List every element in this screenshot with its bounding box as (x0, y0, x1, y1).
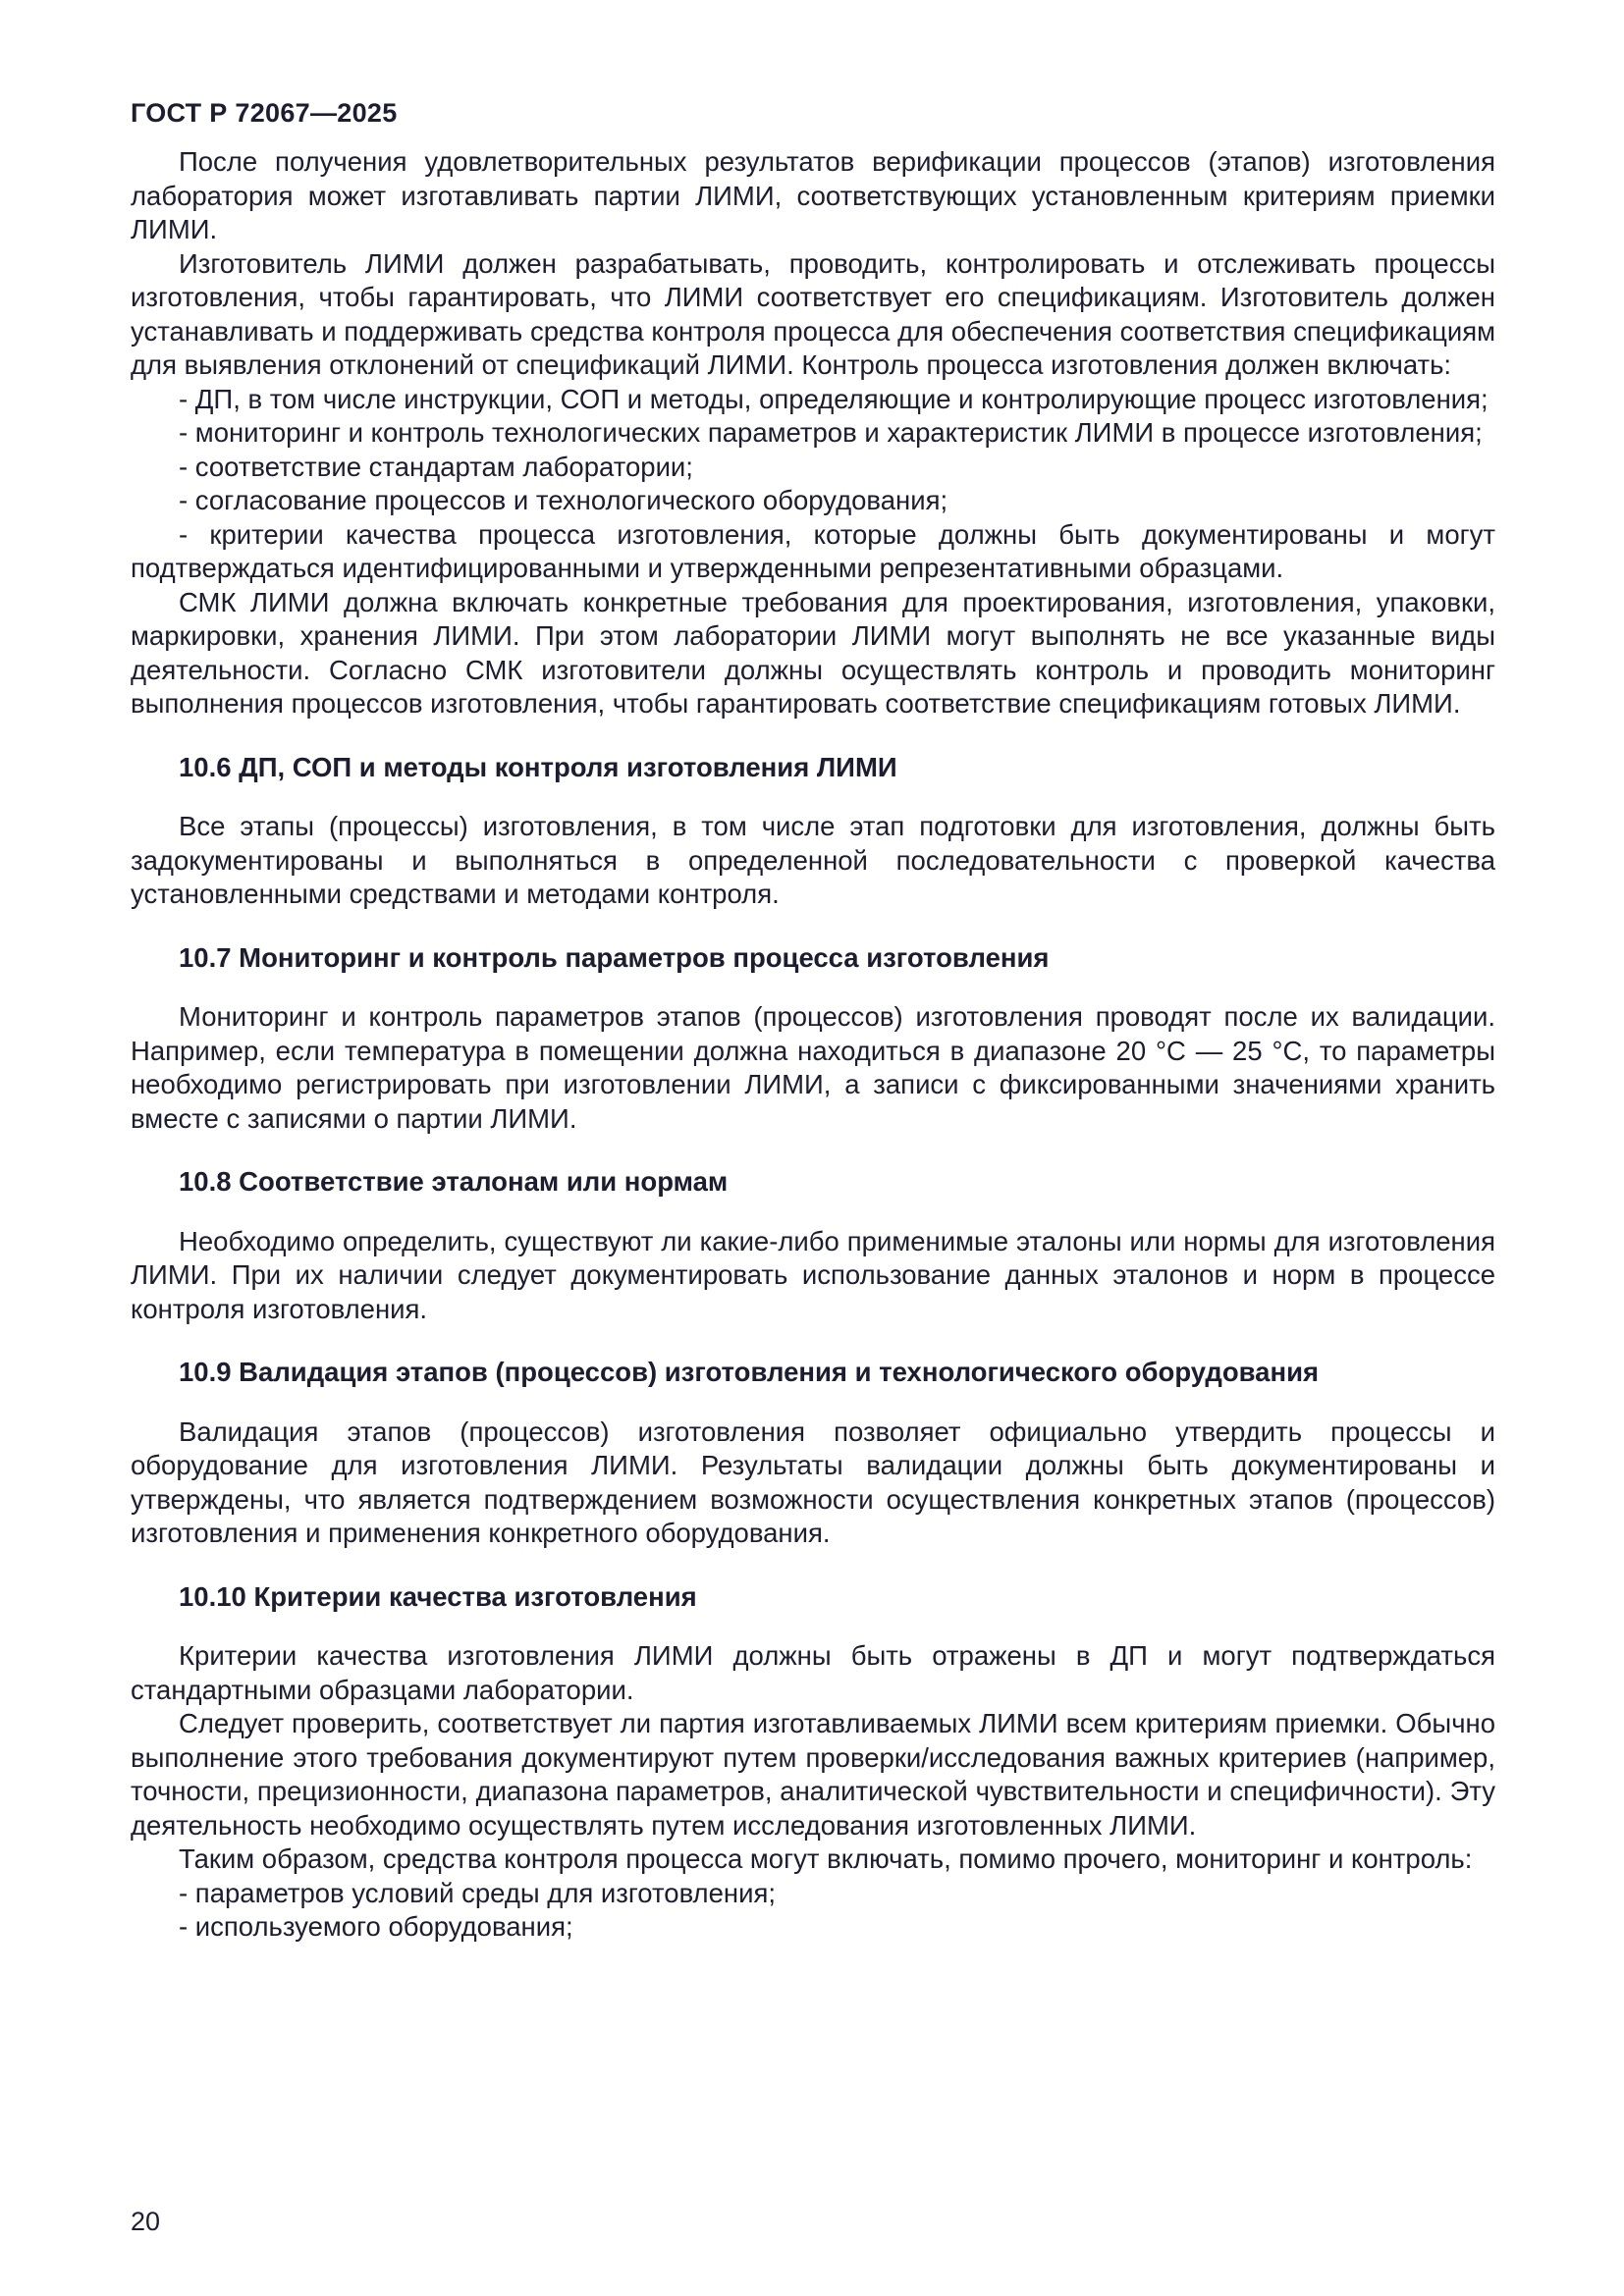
paragraph: Валидация этапов (процессов) изготовления позволяет официально утвердить процессы и оборудование для изготовления ЛИМИ. Результаты валидации должны быть документированы и утверждены, что является подтверждением возможности осуществления конкретных этапов (процессов) изготовления и применения конкретного оборудования. (131, 1415, 1495, 1548)
list-item: - критерии качества процесса изготовления, которые должны быть документированы и могут подтверждаться идентифицированными и утвержденными репрезентативными образцами. (131, 518, 1495, 583)
document-code-header: ГОСТ Р 72067—2025 (131, 98, 398, 128)
document-body (131, 145, 1495, 1945)
list-item: - согласование процессов и технологического оборудования; (179, 485, 948, 515)
paragraph: Таким образом, средства контроля процесса могут включать, помимо прочего, мониторинг и контроль: (179, 1843, 1473, 1874)
page-number: 20 (131, 2207, 161, 2236)
section-heading-10-8: 10.8 Соответствие эталонам или нормам (179, 1166, 729, 1197)
list-item: - ДП, в том числе инструкции, СОП и методы, определяющие и контролирующие процесс изготовления; (179, 383, 1489, 414)
list-item: - соответствие стандартам лаборатории; (179, 451, 693, 482)
paragraph: Мониторинг и контроль параметров этапов (процессов) изготовления проводят после их валидации. Например, если температура в помещении должна находиться в диапазоне 20 °C — 25 °C, то параметры необходимо регистрировать при изготовлении ЛИМИ, а записи с фиксированными значениями хранить вместе с записями о партии ЛИМИ. (131, 1001, 1495, 1134)
paragraph: Необходимо определить, существуют ли какие-либо применимые эталоны или нормы для изготовления ЛИМИ. При их наличии следует документировать использование данных эталонов и норм в процессе контроля изготовления. (131, 1225, 1495, 1324)
paragraph: СМК ЛИМИ должна включать конкретные требования для проектирования, изготовления, упаковки, маркировки, хранения ЛИМИ. При этом лаборатории ЛИМИ могут выполнять не все указанные виды деятельности. Согласно СМК изготовители должны осуществлять контроль и проводить мониторинг выполнения процессов изготовления, чтобы гарантировать соответствие спецификациям готовых ЛИМИ. (131, 586, 1495, 719)
paragraph: Следует проверить, соответствует ли партия изготавливаемых ЛИМИ всем критериям приемки. Обычно выполнение этого требования документируют путем проверки/исследования важных критериев (например, точности, прецизионности, диапазона параметров, аналитической чувствительности и специфичности). Эту деятельность необходимо осуществлять путем исследования изготовленных ЛИМИ. (131, 1708, 1495, 1841)
paragraph: Критерии качества изготовления ЛИМИ должны быть отражены в ДП и могут подтверждаться стандартными образцами лаборатории. (131, 1640, 1495, 1705)
paragraph: Все этапы (процессы) изготовления, в том числе этап подготовки для изготовления, должны быть задокументированы и выполняться в определенной последовательности с проверкой качества установленными средствами и методами контроля. (131, 811, 1495, 909)
paragraph: Изготовитель ЛИМИ должен разрабатывать, проводить, контролировать и отслеживать процессы изготовления, чтобы гарантировать, что ЛИМИ соответствует его спецификациям. Изготовитель должен устанавливать и поддерживать средства контроля процесса для обеспечения соответствия спецификациям для выявления отклонений от спецификаций ЛИМИ. Контроль процесса изготовления должен включать: (131, 247, 1495, 380)
section-heading-10-7: 10.7 Мониторинг и контроль параметров процесса изготовления (179, 941, 1050, 973)
list-item: - мониторинг и контроль технологических параметров и характеристик ЛИМИ в процессе изготовления; (179, 417, 1483, 448)
paragraph: После получения удовлетворительных результатов верификации процессов (этапов) изготовления лаборатория может изготавливать партии ЛИМИ, соответствующих установленным критериям приемки ЛИМИ. (131, 146, 1495, 244)
list-item: - используемого оборудования; (179, 1911, 573, 1942)
section-heading-10-10: 10.10 Критерии качества изготовления (179, 1580, 697, 1612)
section-heading-10-9: 10.9 Валидация этапов (процессов) изготовления и технологического оборудования (179, 1357, 1320, 1387)
section-heading-10-6: 10.6 ДП, СОП и методы контроля изготовления ЛИМИ (179, 751, 897, 782)
list-item: - параметров условий среды для изготовления; (179, 1877, 776, 1908)
